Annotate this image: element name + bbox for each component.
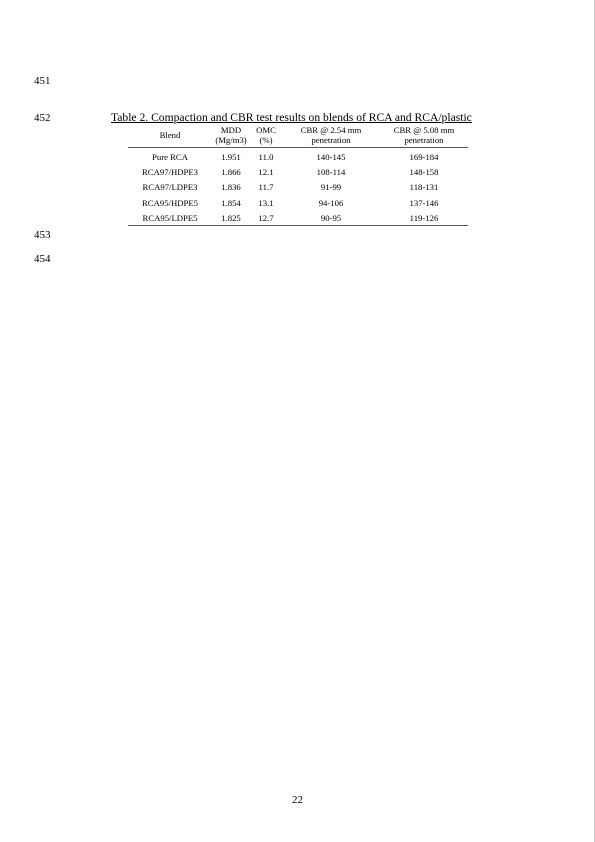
- cell-blend: RCA97/HDPE3: [142, 167, 198, 178]
- cell-cbr-508: 169-184: [409, 152, 439, 163]
- header-unit: penetration: [404, 135, 444, 146]
- page-number: 22: [292, 794, 303, 806]
- cell-omc: 12.7: [250, 210, 282, 226]
- table-row: [128, 195, 468, 210]
- line-number: 453: [34, 229, 51, 241]
- cell-cbr-508: 148-158: [409, 167, 439, 178]
- line-number: 454: [34, 253, 51, 265]
- cell-omc: 11.7: [258, 182, 274, 193]
- line-number: 451: [34, 75, 51, 87]
- cell-blend: RCA95/LDPE5: [128, 210, 212, 226]
- table-row: [128, 147, 468, 165]
- table-row: [128, 180, 468, 195]
- table-row: [128, 165, 468, 180]
- header-cbr-508: [380, 124, 468, 147]
- cell-cbr-508: 119-126: [380, 210, 468, 226]
- cell-mdd: 1.951: [221, 152, 241, 163]
- header-omc: [250, 124, 282, 147]
- cell-omc: 13.1: [258, 197, 274, 208]
- cell-blend: RCA95/HDPE5: [142, 197, 198, 208]
- cell-cbr-508: 137-146: [409, 197, 439, 208]
- cell-omc: 12.1: [258, 167, 274, 178]
- table-caption: Table 2. Compaction and CBR test results on blends of RCA and RCA/plastic: [111, 111, 472, 124]
- table-row: [128, 210, 468, 226]
- cell-blend: RCA97/LDPE3: [142, 182, 198, 193]
- cell-blend: Pure RCA: [152, 152, 188, 163]
- cell-mdd: 1.836: [221, 182, 241, 193]
- header-unit: (Mg/m3): [215, 135, 247, 146]
- cell-mdd: 1.825: [212, 210, 250, 226]
- line-number: 452: [34, 112, 51, 124]
- header-line: MDD: [220, 125, 242, 136]
- header-line: CBR @ 2.54 mm: [300, 125, 362, 136]
- cell-mdd: 1.854: [221, 197, 241, 208]
- cell-cbr-254: 94-106: [318, 197, 344, 208]
- header-line: Blend: [159, 130, 181, 141]
- header-blend: [128, 124, 212, 147]
- header-mdd: [212, 124, 250, 147]
- cell-cbr-508: 118-131: [409, 182, 439, 193]
- header-unit: penetration: [311, 135, 351, 146]
- header-cbr-254: [282, 124, 380, 147]
- header-line: CBR @ 5.08 mm: [393, 125, 455, 136]
- cell-cbr-254: 91-99: [320, 182, 342, 193]
- header-line: OMC: [256, 125, 276, 136]
- results-table: [128, 124, 468, 226]
- cell-omc: 11.0: [258, 152, 274, 163]
- header-unit: (%): [259, 135, 273, 146]
- cell-mdd: 1.866: [221, 167, 241, 178]
- cell-cbr-254: 90-95: [282, 210, 380, 226]
- cell-cbr-254: 108-114: [316, 167, 346, 178]
- table-header-row: [128, 124, 468, 147]
- cell-cbr-254: 140-145: [316, 152, 346, 163]
